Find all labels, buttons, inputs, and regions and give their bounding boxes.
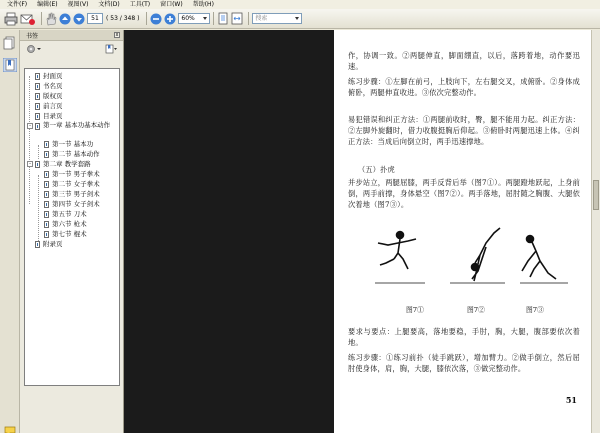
previous-page-region	[124, 30, 334, 433]
toolbar-separator	[146, 12, 147, 25]
bookmark-icon	[35, 241, 40, 248]
bookmark-item[interactable]	[25, 229, 119, 239]
bookmark-icon	[44, 221, 49, 228]
menu-document[interactable]: 文档(D)	[98, 1, 120, 8]
toolbar-separator	[213, 12, 214, 25]
page-paragraph: 易犯错误和纠正方法：①两腿前收时，臀，腿不能用力起。纠正方法：②左脚外旋翻时，借力收腹挺胸后仰起。③俯卧时两腿迅速上体。④纠正方法：当成后向倒立时，两手迅速撑地。	[348, 115, 580, 147]
fit-page-icon	[217, 12, 229, 25]
bookmark-item[interactable]	[25, 81, 119, 91]
bookmark-item[interactable]	[25, 149, 119, 159]
bookmark-label: 第七节 棍术	[52, 230, 87, 238]
bookmark-item[interactable]	[25, 239, 119, 249]
bookmark-label: 目录页	[43, 112, 63, 120]
pages-icon[interactable]	[3, 36, 17, 50]
print-button[interactable]	[4, 12, 18, 26]
bookmark-item[interactable]	[25, 179, 119, 189]
bookmark-icon	[44, 191, 49, 198]
bookmark-icon	[35, 93, 40, 100]
figure-7-3-drawing	[520, 236, 568, 284]
bookmark-label: 第二节 女子拳术	[52, 180, 100, 188]
next-page-button[interactable]	[73, 12, 85, 26]
bookmark-label: 第一节 基本功	[52, 140, 94, 148]
bookmark-item[interactable]	[25, 219, 119, 229]
page-paragraph: 作，协调一致。②两腿伸直，脚面绷直，以后，落跨着地，动作要迅速。	[348, 51, 580, 72]
page-paragraph: 并步站立，两腿屈膝，两手反背后举（图7①）。两腿蹬地跃起，上身前倒，两手前撑，身体悬空（图7②）。两手落地，屈肘随之胸腹、大腿依次着地（图7③）。	[348, 178, 580, 210]
toolbar	[0, 9, 600, 29]
bookmarks-panel-title: 书签	[26, 32, 39, 40]
close-icon[interactable]: x	[115, 32, 119, 38]
zoom-in-icon	[164, 13, 176, 25]
bookmark-icon	[44, 231, 49, 238]
bookmark-label: 附录页	[43, 240, 63, 248]
hand-tool-button[interactable]	[45, 12, 57, 26]
print-icon	[4, 12, 18, 26]
navigation-strip	[0, 30, 20, 433]
figure-caption: 图7①	[406, 306, 424, 314]
page-number: 51	[565, 395, 577, 405]
bookmark-item[interactable]	[25, 169, 119, 179]
bookmark-item[interactable]	[25, 139, 119, 149]
menu-edit[interactable]: 编辑(E)	[37, 1, 58, 8]
bookmark-label: 第四节 女子剑术	[52, 200, 100, 208]
section-heading: （五）扑虎	[358, 165, 395, 174]
page-number-input[interactable]: 51	[87, 13, 103, 24]
comments-icon[interactable]	[4, 426, 16, 433]
bookmark-item[interactable]	[25, 121, 119, 139]
bookmark-icon	[44, 211, 49, 218]
figure-7-2-drawing	[450, 228, 505, 283]
document-viewport[interactable]	[124, 30, 600, 433]
menu-window[interactable]: 窗口(W)	[160, 1, 183, 8]
email-icon	[20, 12, 36, 26]
bookmarks-tree	[24, 68, 120, 386]
bookmark-icon	[44, 171, 49, 178]
email-button[interactable]	[20, 12, 36, 26]
zoom-out-icon	[150, 13, 162, 25]
bookmark-icon	[35, 123, 40, 130]
menu-tools[interactable]: 工具(T)	[129, 1, 151, 8]
fit-width-button[interactable]	[231, 12, 243, 26]
collapse-toggle-icon[interactable]: -	[27, 123, 33, 129]
bookmark-icon	[35, 103, 40, 110]
pdf-page	[334, 30, 591, 433]
bookmarks-toolbar	[20, 41, 123, 57]
bookmark-icon	[35, 161, 40, 168]
toolbar-separator	[248, 12, 249, 25]
fit-page-button[interactable]	[217, 12, 229, 26]
bookmarks-panel-header	[20, 30, 123, 41]
zoom-in-button[interactable]	[164, 12, 176, 26]
menu-view[interactable]: 视图(V)	[67, 1, 89, 8]
tree-nodes	[25, 71, 119, 249]
bookmark-label: 第六节 枪术	[52, 220, 87, 228]
bookmark-item[interactable]	[25, 111, 119, 121]
toolbar-separator	[41, 12, 42, 25]
figure-caption: 图7③	[526, 306, 544, 314]
bookmark-icon	[44, 151, 49, 158]
zoom-out-button[interactable]	[150, 12, 162, 26]
page-paragraph: 练习步骤：①练习前扑（徒手跳跃），增加臂力。②做手倒立，然后屈肘使身体，肩，胸，大腿，膝依次落，③做完整动作。	[348, 353, 580, 374]
bookmark-label: 封面页	[43, 72, 63, 80]
zoom-select[interactable]: 60%	[178, 13, 210, 24]
search-input[interactable]: 搜索	[252, 13, 302, 24]
bookmark-label: 第三节 男子剑术	[52, 190, 100, 198]
figure-illustration	[370, 225, 570, 300]
bookmark-icon	[35, 113, 40, 120]
arrow-down-icon	[73, 13, 85, 25]
vertical-scrollbar[interactable]	[591, 30, 600, 433]
bookmark-label: 第二章 教学套路	[43, 160, 91, 168]
bookmark-icon	[44, 181, 49, 188]
bookmark-label: 第二节 基本动作	[52, 150, 100, 158]
bookmark-label: 第一章 基本功基本动作	[43, 121, 111, 129]
fit-width-icon	[231, 12, 243, 25]
figure-caption: 图7②	[467, 306, 485, 314]
bookmarks-panel	[20, 30, 124, 433]
bookmark-item[interactable]	[25, 91, 119, 101]
bookmark-label: 前言页	[43, 102, 63, 110]
bookmark-label: 第一节 男子拳术	[52, 170, 100, 178]
bookmark-icon	[44, 201, 49, 208]
bookmark-label: 版权页	[43, 92, 63, 100]
figure-7-1-drawing	[375, 232, 425, 284]
bookmark-item[interactable]	[25, 101, 119, 111]
bookmark-item[interactable]	[25, 159, 119, 169]
menu-file[interactable]: 文件(F)	[7, 1, 28, 8]
prev-page-button[interactable]	[59, 12, 71, 26]
new-bookmark-icon[interactable]	[105, 44, 117, 54]
bookmarks-icon[interactable]	[3, 58, 17, 72]
bookmark-icon	[35, 83, 40, 90]
page-paragraph: 要求与要点：上腿要高，落地要稳，手肘，胸，大腿，腹部要依次着地。	[348, 327, 580, 348]
bookmark-item[interactable]	[25, 189, 119, 199]
menu-help[interactable]: 帮助(H)	[192, 1, 214, 8]
bookmark-item[interactable]	[25, 209, 119, 219]
page-total-label: ( 53 / 348 )	[106, 15, 140, 22]
page-paragraph: 练习步骤：①左脚在前弓，上肢向下，左右腿交叉，成俯卧。②身体成俯卧，两腿伸直收进。③依次完整动作。	[348, 77, 580, 98]
bookmark-item[interactable]	[25, 71, 119, 81]
hand-icon	[45, 12, 57, 26]
arrow-up-icon	[59, 13, 71, 25]
bookmark-label: 书名页	[43, 82, 63, 90]
bookmark-label: 第五节 刀术	[52, 210, 87, 218]
bookmark-icon	[35, 73, 40, 80]
collapse-toggle-icon[interactable]: -	[27, 161, 33, 167]
menu-bar	[0, 0, 600, 9]
bookmark-icon	[44, 141, 49, 148]
options-gear-icon[interactable]	[26, 44, 42, 54]
bookmark-item[interactable]	[25, 199, 119, 209]
scrollbar-thumb[interactable]	[593, 180, 599, 210]
